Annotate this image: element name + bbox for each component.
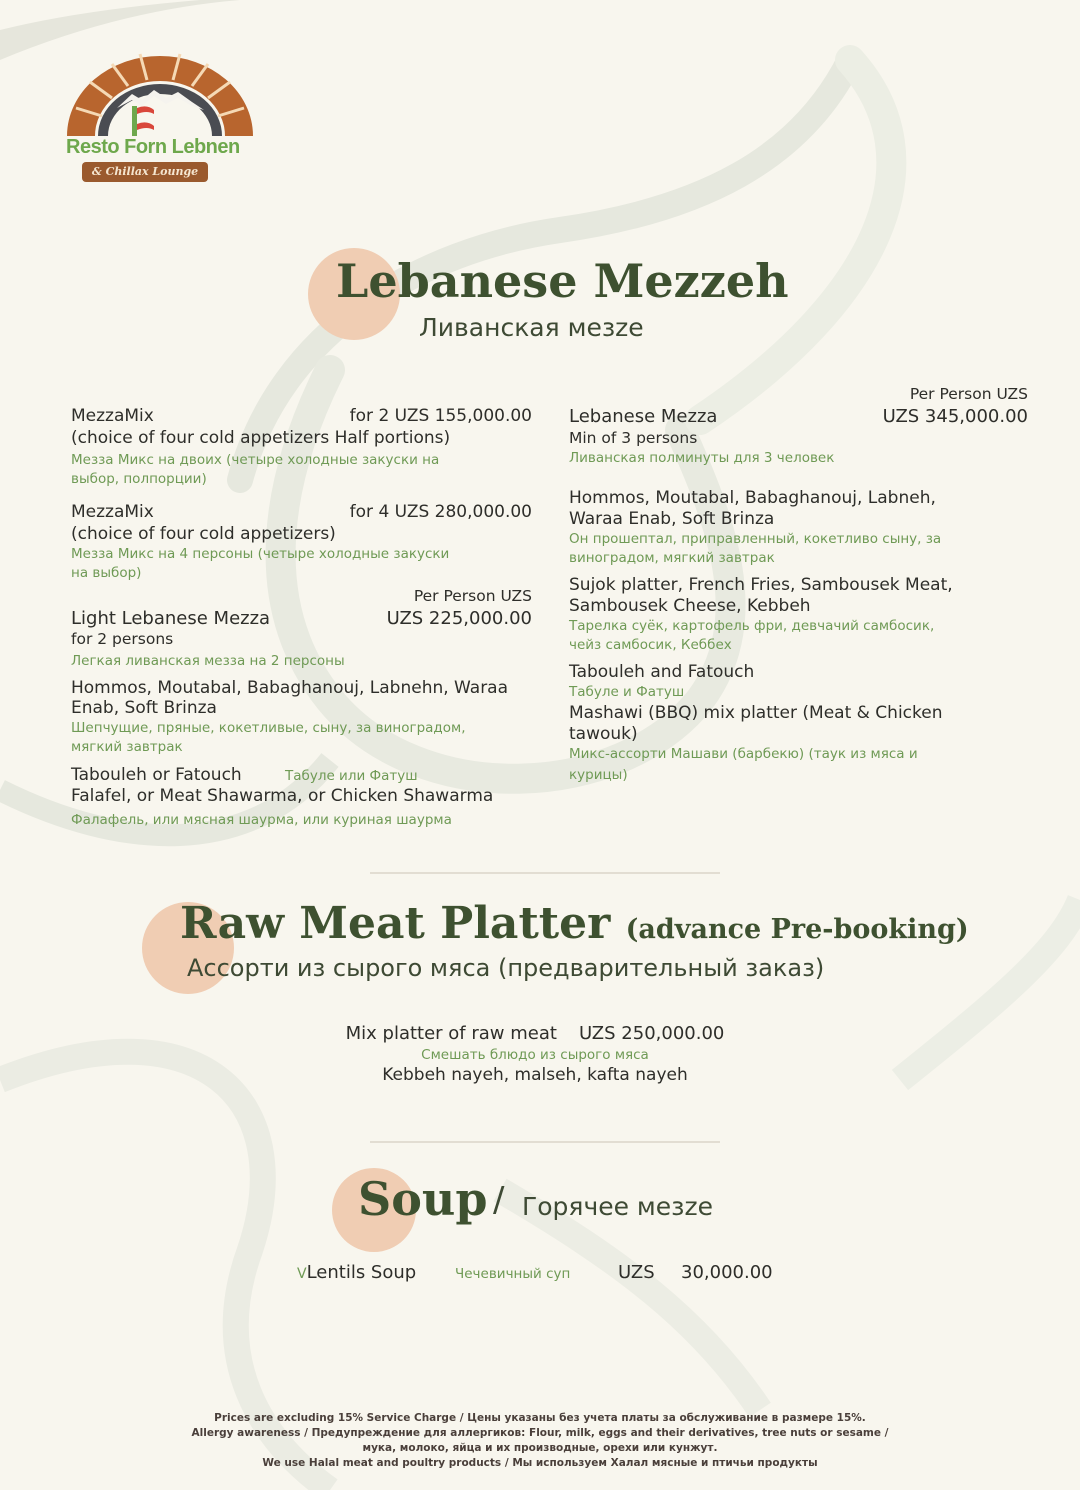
mezzamix-2-price: for 2 UZS 155,000.00: [349, 406, 532, 426]
mezzamix-2-ru-1: Мезза Микс на двоих (четыре холодные закуски на: [71, 452, 440, 468]
mezzamix-2-name: MezzaMix: [71, 406, 154, 426]
lebanese-mezza-items-2b: Sambousek Cheese, Kebbeh: [569, 596, 811, 616]
section-title-mezzeh-ru: Ливанская мезze: [419, 313, 644, 342]
soup-item-name-row: [297, 1262, 416, 1285]
mezzamix-2-ru-2: выбор, полпорции): [71, 471, 207, 487]
restaurant-logo: [62, 48, 262, 188]
raw-item-name: Mix platter of raw meat: [345, 1023, 557, 1044]
soup-item-currency: UZS: [618, 1262, 655, 1283]
lebanese-mezza-items-4b: tawouk): [569, 724, 638, 744]
raw-title: Raw Meat Platter: [180, 898, 611, 949]
lebanese-mezza-ru: Ливанская полминуты для 3 человек: [569, 450, 835, 466]
footer-allergy-ru: мука, молоко, яйца и их производные, орехи или кунжут.: [362, 1442, 718, 1454]
oven-arch-logo-icon: [62, 48, 262, 138]
lebanese-mezza-name: Lebanese Mezza: [569, 406, 718, 427]
mezzamix-4-ru-1: Мезза Микс на 4 персоны (четыре холодные закуски: [71, 546, 450, 562]
soup-item-ru: Чечевичный суп: [455, 1266, 571, 1282]
light-mezza-items-1-ru-b: мягкий завтрак: [71, 739, 183, 755]
vegetarian-mark-icon: V: [297, 1266, 307, 1282]
raw-item-row: [0, 1023, 1070, 1044]
lebanese-mezza-items-1b: Waraa Enab, Soft Brinza: [569, 509, 775, 529]
lebanese-mezza-items-4-ru-b: курицы): [569, 767, 628, 783]
soup-title-slash: /: [493, 1180, 505, 1220]
footer-allergy: Allergy awareness / Предупреждение для аллергиков: Flour, milk, eggs and their derivatives, tree nuts or sesame /: [191, 1427, 889, 1439]
light-mezza-items-1-ru-a: Шепчущие, пряные, кокетливые, сыну, за виноградом,: [71, 720, 466, 736]
light-mezza-items-3-ru: Фалафель, или мясная шаурма, или куриная шаурма: [71, 812, 452, 828]
section-title-mezzeh: Lebanese Mezzeh: [336, 254, 789, 308]
light-mezza-items-1b: Enab, Soft Brinza: [71, 698, 217, 718]
lebanese-mezza-items-1a: Hommos, Moutabal, Babaghanouj, Labneh,: [569, 488, 936, 508]
lebanese-mezza-items-2-ru-a: Тарелка суёк, картофель фри, девчачий самбосик,: [569, 618, 935, 634]
raw-item-ru: Смешать блюдо из сырого мяса: [421, 1047, 649, 1063]
lebanese-mezza-items-1-ru-a: Он прошептал, приправленный, кокетливо сыну, за: [569, 531, 942, 547]
light-mezza-persons: for 2 persons: [71, 630, 174, 648]
lebanese-mezza-items-3-ru: Табуле и Фатуш: [569, 684, 685, 700]
light-mezza-items-1a: Hommos, Moutabal, Babaghanouj, Labnehn, Waraa: [71, 678, 509, 698]
mezzamix-4-ru-2: на выбор): [71, 565, 142, 581]
lebanese-mezza-price: UZS 345,000.00: [882, 406, 1028, 427]
lebanese-mezza-items-4-ru-a: Микс-ассорти Машави (барбекю) (таук из мяса и: [569, 746, 918, 762]
section-title-soup-ru: Горячее мезze: [522, 1192, 713, 1221]
raw-item-desc: Kebbeh nayeh, malseh, kafta nayeh: [382, 1065, 688, 1085]
light-mezza-ru: Легкая ливанская мезза на 2 персоны: [71, 653, 345, 669]
section-title-raw-ru: Ассорти из сырого мяса (предварительный заказ): [187, 954, 825, 982]
raw-item-price: UZS 250,000.00: [578, 1023, 725, 1044]
lebanese-mezza-items-4a: Mashawi (BBQ) mix platter (Meat & Chicken: [569, 703, 943, 723]
soup-item-price: 30,000.00: [681, 1262, 773, 1283]
light-mezza-name: Light Lebanese Mezza: [71, 608, 271, 629]
lebanese-mezza-price-label: Per Person UZS: [909, 385, 1028, 403]
light-mezza-items-3: Falafel, or Meat Shawarma, or Chicken Shawarma: [71, 786, 494, 806]
mezzamix-4-name: MezzaMix: [71, 502, 154, 522]
lebanese-mezza-items-2-ru-b: чейз самбосик, Кеббех: [569, 637, 732, 653]
footer-halal: We use Halal meat and poultry products / Мы используем Халал мясные и птичьи продукты: [262, 1457, 818, 1469]
logo-tagline: & Chillax Lounge: [82, 162, 208, 182]
section-title-soup: Soup: [358, 1172, 488, 1226]
soup-item-name: Lentils Soup: [306, 1262, 417, 1283]
section-divider: [370, 1141, 720, 1143]
light-mezza-price-label: Per Person UZS: [413, 587, 532, 605]
logo-wordmark: Resto Forn Lebnen: [66, 136, 240, 158]
lebanese-mezza-items-2a: Sujok platter, French Fries, Sambousek Meat,: [569, 575, 953, 595]
lebanese-mezza-items-3: Tabouleh and Fatouch: [569, 662, 755, 682]
light-mezza-price: UZS 225,000.00: [386, 608, 532, 629]
section-divider: [370, 872, 720, 874]
lebanese-mezza-persons: Min of 3 persons: [569, 429, 698, 447]
mezzamix-4-desc: (choice of four cold appetizers): [71, 524, 336, 544]
raw-title-note: (advance Pre-booking): [625, 914, 969, 945]
mezzamix-4-price: for 4 UZS 280,000.00: [349, 502, 532, 522]
lebanese-mezza-items-1-ru-b: виноградом, мягкий завтрак: [569, 550, 775, 566]
section-title-raw: [180, 898, 969, 949]
footer-service-charge: Prices are excluding 15% Service Charge / Цены указаны без учета платы за обслуживание в размере 15%.: [214, 1412, 866, 1424]
light-mezza-items-2-ru: Табуле или Фатуш: [285, 768, 418, 784]
light-mezza-items-2: Tabouleh or Fatouch: [71, 765, 242, 785]
mezzamix-2-desc: (choice of four cold appetizers Half portions): [71, 428, 451, 448]
